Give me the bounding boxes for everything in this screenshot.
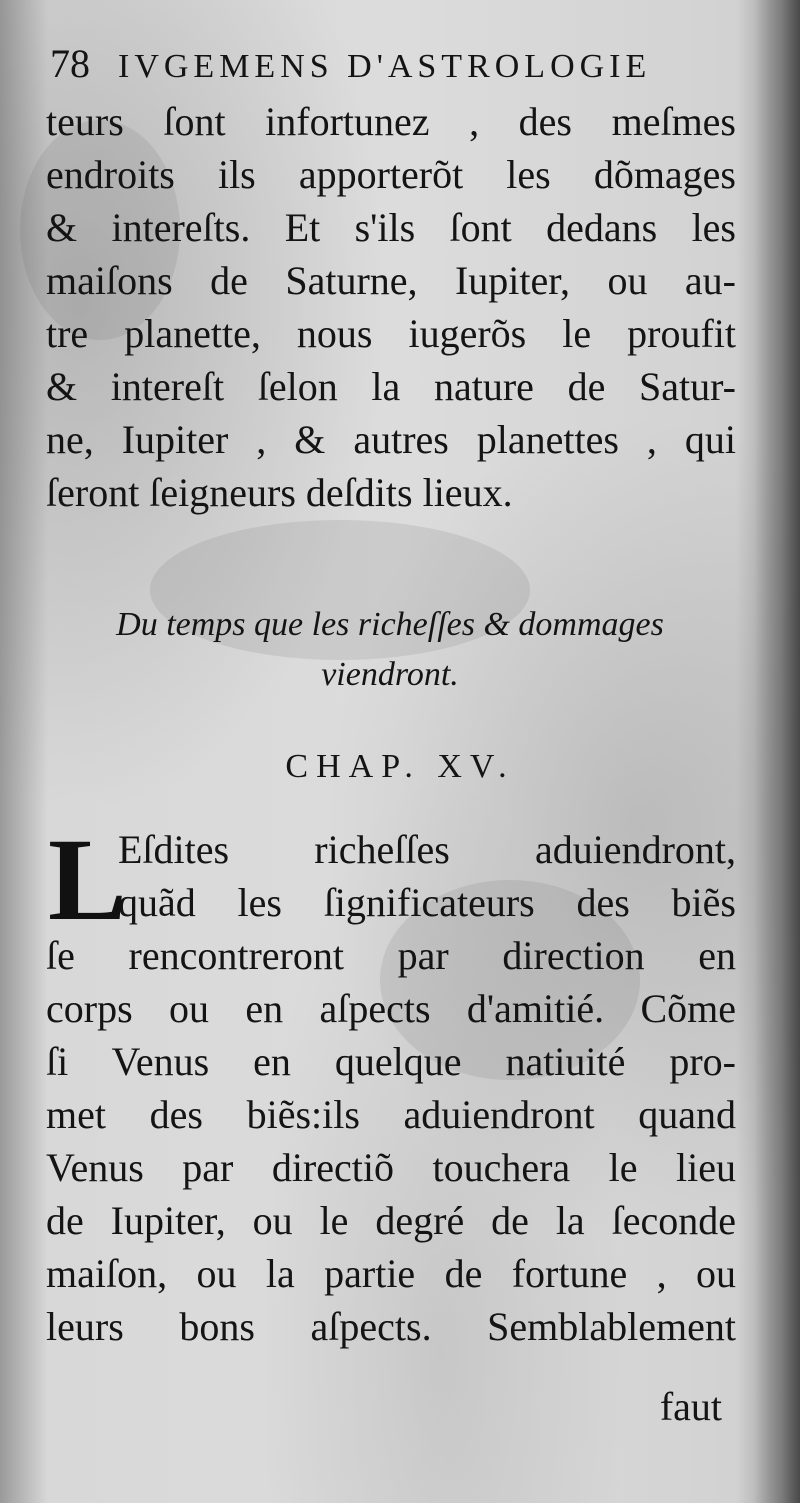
text-line: leurs bons aſpects. Semblablement — [46, 1304, 736, 1349]
text-line: & intereſts. Et s'ils ſont dedans les — [46, 205, 736, 250]
text-line: ſe rencontreront par direction en — [46, 933, 736, 978]
text-line: met des biẽs:ils aduiendront quand — [46, 1092, 736, 1137]
paragraph-1 — [46, 95, 736, 519]
text-line: maiſon, ou la partie de fortune , ou — [46, 1251, 736, 1296]
text-line: teurs ſont infortunez , des meſmes — [46, 99, 736, 144]
chapter-heading: CHAP. XV. — [285, 748, 515, 785]
section-title-line: Du temps que les richeſſes & dommages — [116, 606, 664, 643]
text-line: corps ou en aſpects d'amitié. Cõme — [46, 986, 736, 1031]
page-number: 78 — [50, 41, 90, 86]
text-line: quãd les ſignificateurs des biẽs — [118, 880, 736, 925]
text-line: tre planette, nous iugerõs le proufit — [46, 311, 736, 356]
paragraph-2 — [46, 814, 736, 1353]
text-line: maiſons de Saturne, Iupiter, ou au- — [46, 258, 736, 303]
text-line: endroits ils apporterõt les dõmages — [46, 152, 736, 197]
text-line: Venus par directiõ touchera le lieu — [46, 1145, 736, 1190]
text-line: ſeront ſeigneurs deſdits lieux. — [46, 470, 513, 515]
section-title-line: viendront. — [321, 656, 459, 693]
text-line: ſi Venus en quelque natiuité pro- — [46, 1039, 736, 1084]
catchword: faut — [659, 1384, 722, 1429]
section-title — [50, 600, 730, 700]
text-line: Eſdites richeſſes aduiendront, — [118, 827, 736, 872]
text-line: ne, Iupiter , & autres planettes , qui — [46, 417, 736, 462]
drop-cap: L — [48, 814, 127, 945]
running-head — [50, 40, 710, 90]
text-line: & intereſt ſelon la nature de Satur- — [46, 364, 736, 409]
running-title: IVGEMENS D'ASTROLOGIE — [118, 48, 652, 85]
text-line: de Iupiter, ou le degré de la ſeconde — [46, 1198, 736, 1243]
